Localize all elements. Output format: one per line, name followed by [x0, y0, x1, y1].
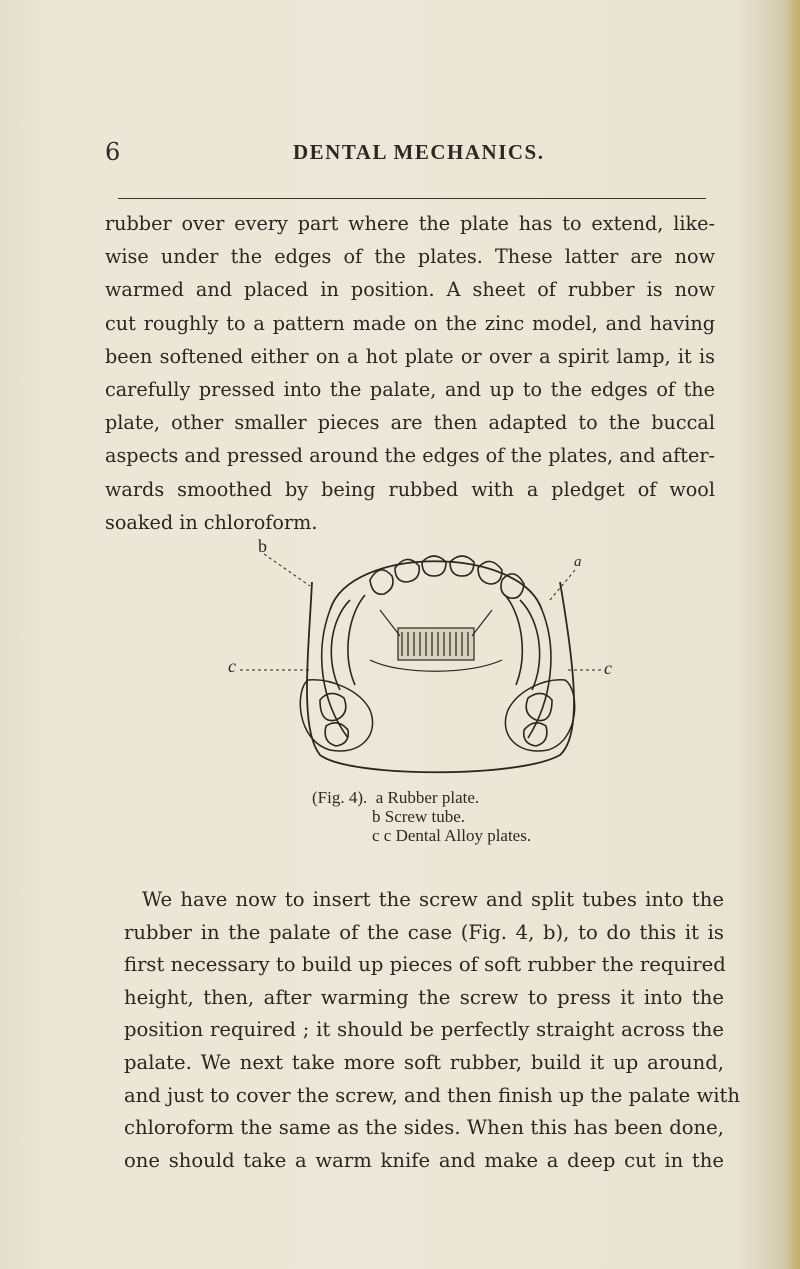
page-header — [105, 138, 725, 168]
text-line: and just to cover the screw, and then finish up the palate with — [124, 1083, 741, 1107]
text-line: warmed and placed in position. A sheet of rubber is now — [105, 278, 715, 302]
text-line: aspects and pressed around the edges of the plates, and after- — [105, 444, 715, 468]
text-line: wards smoothed by being rubbed with a pledget of wool — [105, 477, 715, 501]
dental-plate-drawing — [230, 540, 650, 780]
text-line: chloroform the same as the sides. When this has been done, — [124, 1116, 724, 1140]
page-edge — [786, 0, 800, 1269]
figure-caption — [312, 788, 632, 845]
text-line: height, then, after warming the screw to press it into the — [124, 985, 724, 1009]
text-line: wise under the edges of the plates. These latter are now — [105, 245, 715, 269]
caption-item-a: a Rubber plate. — [375, 788, 480, 807]
label-a: a — [574, 554, 582, 570]
running-title: DENTAL MECHANICS. — [293, 140, 545, 164]
caption-item-c: c c Dental Alloy plates. — [372, 826, 532, 845]
paragraph-2 — [124, 884, 741, 1177]
text-line: soaked in chloroform. — [105, 510, 318, 534]
text-line: We have now to insert the screw and split tubes into the — [142, 888, 724, 911]
caption-item-b: b Screw tube. — [372, 807, 466, 826]
text-line: first necessary to build up pieces of soft rubber the required — [124, 953, 726, 977]
text-line: palate. We next take more soft rubber, build it up around, — [124, 1050, 724, 1074]
text-line: rubber in the palate of the case (Fig. 4, b), to do this it is — [124, 920, 724, 944]
text-line: cut roughly to a pattern made on the zinc model, and having — [105, 311, 715, 335]
text-line: position required ; it should be perfectly straight across the — [124, 1018, 724, 1042]
figure-4-illustration — [228, 536, 650, 780]
text-line: plate, other smaller pieces are then adapted to the buccal — [105, 411, 715, 435]
label-c-right: c — [604, 658, 612, 678]
page-number: 6 — [105, 138, 121, 166]
header-rule — [118, 198, 706, 199]
label-b: b — [258, 536, 267, 556]
text-line: one should take a warm knife and make a deep cut in the — [124, 1148, 724, 1172]
text-line: carefully pressed into the palate, and up to the edges of the — [105, 378, 715, 402]
caption-fig-ref: (Fig. 4). — [312, 788, 368, 807]
paragraph-1 — [105, 207, 715, 539]
text-line: rubber over every part where the plate has to extend, like- — [105, 212, 715, 235]
text-line: been softened either on a hot plate or over a spirit lamp, it is — [105, 344, 715, 368]
caption-row-a — [312, 788, 632, 807]
label-c-left: c — [228, 656, 236, 676]
